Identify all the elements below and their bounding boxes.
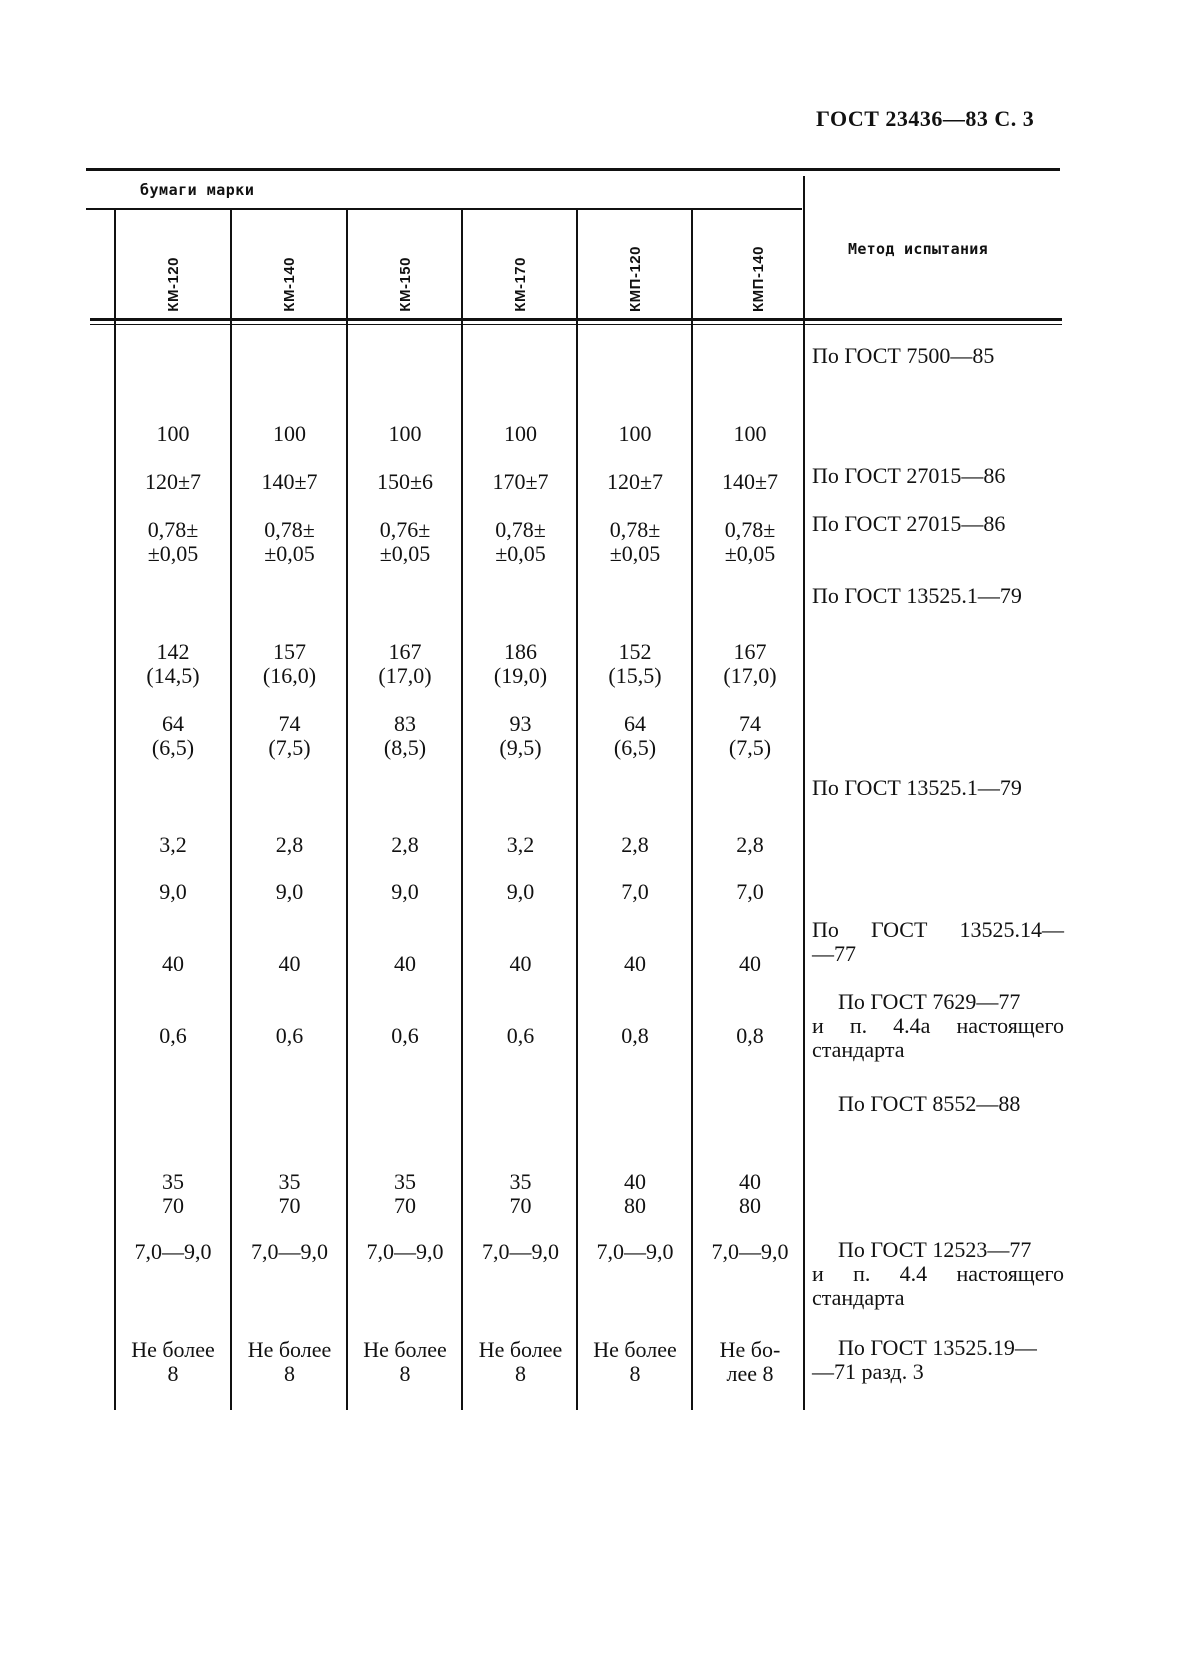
method-text: По ГОСТ 12523—77 xyxy=(838,1237,1032,1262)
table-cell xyxy=(348,1024,462,1048)
cell-text: 0,8 xyxy=(736,1023,764,1048)
method-entry xyxy=(812,990,1064,1062)
table-cell xyxy=(463,640,578,688)
cell-text: 8 xyxy=(167,1361,179,1386)
table-cell xyxy=(578,833,692,857)
column-divider xyxy=(114,210,116,1410)
cell-text: 9,0 xyxy=(391,879,419,904)
cell-text: 80 xyxy=(624,1193,646,1218)
table-cell xyxy=(463,1024,578,1048)
cell-text: 70 xyxy=(394,1193,416,1218)
column-divider xyxy=(461,210,463,1410)
cell-text: 0,78± xyxy=(724,517,776,542)
table-cell xyxy=(115,712,231,760)
table-cell xyxy=(348,952,462,976)
table-cell xyxy=(578,422,692,446)
table-cell xyxy=(693,1240,807,1264)
table-cell xyxy=(463,470,578,494)
cell-text: 8 xyxy=(629,1361,641,1386)
method-text: По ГОСТ 27015—86 xyxy=(812,463,1006,488)
table-cell xyxy=(578,952,692,976)
cell-text: (14,5) xyxy=(146,663,200,688)
table-cell xyxy=(232,1170,347,1218)
cell-text: 70 xyxy=(278,1193,301,1218)
table-cell xyxy=(115,1024,231,1048)
table-top-rule xyxy=(86,168,1060,171)
table-cell xyxy=(232,640,347,688)
cell-text: Не более xyxy=(131,1337,215,1362)
method-entry xyxy=(812,1238,1064,1310)
table-cell xyxy=(693,640,807,688)
method-entry xyxy=(812,344,1064,368)
method-text: —71 разд. 3 xyxy=(812,1359,924,1384)
method-text: По ГОСТ 13525.1—79 xyxy=(812,583,1022,608)
cell-text: (7,5) xyxy=(728,735,772,760)
cell-text: ±0,05 xyxy=(724,541,776,566)
cell-text: 100 xyxy=(618,421,652,446)
cell-text: 0,6 xyxy=(275,1023,304,1048)
column-header: КМП-120 xyxy=(626,246,644,312)
cell-text: 64 xyxy=(162,711,184,736)
cell-text: (19,0) xyxy=(493,663,548,688)
cell-text: Не бо- xyxy=(719,1337,781,1362)
cell-text: 140±7 xyxy=(721,469,779,494)
method-text: стандарта xyxy=(812,1285,905,1310)
table-cell xyxy=(348,640,462,688)
table-cell xyxy=(115,640,231,688)
cell-text: 93 xyxy=(509,711,532,736)
cell-text: 0,6 xyxy=(506,1023,535,1048)
cell-text: ±0,05 xyxy=(264,541,315,566)
method-column-header: Метод испытания xyxy=(848,240,988,258)
method-entry xyxy=(812,584,1064,608)
cell-text: 142 xyxy=(156,639,190,664)
table-cell xyxy=(578,1240,692,1264)
cell-text: ±0,05 xyxy=(495,541,546,566)
cell-text: 0,6 xyxy=(159,1023,187,1048)
group-label: бумаги марки xyxy=(140,181,255,199)
method-text: и п. 4.4 настоящего xyxy=(812,1261,1064,1286)
cell-text: 170±7 xyxy=(492,469,549,494)
table-cell xyxy=(348,1338,462,1386)
table-cell xyxy=(693,518,807,566)
method-entry xyxy=(812,1092,1064,1116)
cell-text: 186 xyxy=(504,639,537,664)
cell-text: (16,0) xyxy=(262,663,317,688)
table-cell xyxy=(578,640,692,688)
cell-text: (7,5) xyxy=(268,735,311,760)
table-cell xyxy=(348,712,462,760)
cell-text: 80 xyxy=(739,1193,761,1218)
table-cell xyxy=(115,880,231,904)
cell-text: 7,0—9,0 xyxy=(251,1239,328,1264)
table-cell xyxy=(578,470,692,494)
cell-text: 74 xyxy=(278,711,301,736)
column-divider xyxy=(576,210,578,1410)
cell-text: 8 xyxy=(284,1361,295,1386)
table-cell xyxy=(693,712,807,760)
cell-text: 3,2 xyxy=(506,832,535,857)
table-cell xyxy=(463,422,578,446)
cell-text: 70 xyxy=(509,1193,532,1218)
cell-text: 7,0—9,0 xyxy=(711,1239,789,1264)
cell-text: 100 xyxy=(388,421,422,446)
table-cell xyxy=(693,1170,807,1218)
table-cell xyxy=(115,1338,231,1386)
method-text: По ГОСТ 27015—86 xyxy=(812,511,1006,536)
table-cell xyxy=(348,470,462,494)
table-cell xyxy=(578,518,692,566)
table-cell xyxy=(348,833,462,857)
table-cell xyxy=(232,712,347,760)
cell-text: 0,78± xyxy=(147,517,199,542)
cell-text: Не более xyxy=(247,1337,332,1362)
cell-text: 7,0—9,0 xyxy=(596,1239,674,1264)
table-cell xyxy=(693,952,807,976)
method-text: По ГОСТ 7500—85 xyxy=(812,343,995,368)
method-entry xyxy=(812,464,1064,488)
table-cell xyxy=(578,1338,692,1386)
cell-text: (6,5) xyxy=(613,735,657,760)
method-entry xyxy=(812,1336,1064,1384)
table-cell xyxy=(463,1170,578,1218)
table-cell xyxy=(115,1240,231,1264)
cell-text: 140±7 xyxy=(261,469,318,494)
cell-text: 40 xyxy=(394,951,416,976)
table-cell xyxy=(463,518,578,566)
table-cell xyxy=(693,470,807,494)
table-cell xyxy=(463,880,578,904)
table-cell xyxy=(463,1240,578,1264)
cell-text: 100 xyxy=(156,421,190,446)
cell-text: лее 8 xyxy=(726,1361,774,1386)
cell-text: 2,8 xyxy=(621,832,649,857)
cell-text: 167 xyxy=(388,639,422,664)
method-text: По ГОСТ 13525.1—79 xyxy=(812,775,1022,800)
table-cell xyxy=(115,518,231,566)
table-cell xyxy=(348,1240,462,1264)
cell-text: 0,78± xyxy=(609,517,661,542)
table-cell xyxy=(463,1338,578,1386)
cell-text: 40 xyxy=(739,951,761,976)
cell-text: 40 xyxy=(624,951,646,976)
table-cell xyxy=(232,1240,347,1264)
cell-text: 157 xyxy=(273,639,306,664)
cell-text: 0,78± xyxy=(495,517,546,542)
table-cell xyxy=(693,833,807,857)
page-header: ГОСТ 23436—83 С. 3 xyxy=(816,106,1035,131)
table-cell xyxy=(348,518,462,566)
cell-text: 3,2 xyxy=(159,832,187,857)
cell-text: 40 xyxy=(624,1169,646,1194)
table-cell xyxy=(232,518,347,566)
column-header: КМ-150 xyxy=(396,257,414,312)
table-cell xyxy=(463,952,578,976)
table-cell xyxy=(578,1024,692,1048)
cell-text: 150±6 xyxy=(376,469,434,494)
cell-text: 0,78± xyxy=(264,517,315,542)
cell-text: 7,0—9,0 xyxy=(366,1239,444,1264)
cell-text: 100 xyxy=(504,421,537,446)
cell-text: 7,0 xyxy=(621,879,649,904)
cell-text: 35 xyxy=(394,1169,416,1194)
column-divider xyxy=(691,210,693,1410)
cell-text: ±0,05 xyxy=(609,541,661,566)
cell-text: (9,5) xyxy=(499,735,542,760)
table-cell xyxy=(348,1170,462,1218)
table-cell xyxy=(115,470,231,494)
table-cell xyxy=(693,1338,807,1386)
method-text: и п. 4.4а настоящего xyxy=(812,1013,1064,1038)
table-cell xyxy=(578,880,692,904)
cell-text: (15,5) xyxy=(608,663,662,688)
table-cell xyxy=(578,712,692,760)
cell-text: 152 xyxy=(618,639,652,664)
cell-text: 100 xyxy=(733,421,767,446)
method-entry xyxy=(812,918,1064,966)
cell-text: 7,0—9,0 xyxy=(134,1239,212,1264)
cell-text: ±0,05 xyxy=(379,541,431,566)
cell-text: 9,0 xyxy=(506,879,535,904)
method-text: стандарта xyxy=(812,1037,905,1062)
cell-text: 7,0—9,0 xyxy=(482,1239,559,1264)
table-cell xyxy=(693,880,807,904)
cell-text: 8 xyxy=(515,1361,526,1386)
cell-text: 7,0 xyxy=(736,879,764,904)
column-divider xyxy=(346,210,348,1410)
table-cell xyxy=(348,422,462,446)
method-text: По ГОСТ 8552—88 xyxy=(838,1091,1021,1116)
column-header: КМ-170 xyxy=(511,257,529,312)
cell-text: Не более xyxy=(478,1337,563,1362)
method-entry xyxy=(812,776,1064,800)
cell-text: 40 xyxy=(162,951,184,976)
cell-text: 35 xyxy=(278,1169,301,1194)
cell-text: 120±7 xyxy=(144,469,202,494)
cell-text: 40 xyxy=(739,1169,761,1194)
method-entry xyxy=(812,512,1064,536)
table-cell xyxy=(693,1024,807,1048)
column-header: КМ-120 xyxy=(164,257,182,312)
column-divider xyxy=(230,210,232,1410)
cell-text: (6,5) xyxy=(151,735,195,760)
table-cell xyxy=(232,880,347,904)
table-cell xyxy=(463,833,578,857)
cell-text: 40 xyxy=(278,951,301,976)
cell-text: 35 xyxy=(509,1169,532,1194)
cell-text: 9,0 xyxy=(159,879,187,904)
cell-text: 74 xyxy=(739,711,761,736)
method-text: По ГОСТ 7629—77 xyxy=(838,989,1021,1014)
cell-text: 0,6 xyxy=(391,1023,419,1048)
cell-text: 2,8 xyxy=(275,832,304,857)
cell-text: 64 xyxy=(624,711,646,736)
cell-text: 8 xyxy=(399,1361,411,1386)
method-text: По ГОСТ 13525.19— xyxy=(838,1335,1037,1360)
cell-text: 100 xyxy=(273,421,306,446)
table-cell xyxy=(115,833,231,857)
column-header: КМП-140 xyxy=(749,246,767,312)
column-header: КМ-140 xyxy=(280,257,298,312)
cell-text: 2,8 xyxy=(736,832,764,857)
table-cell xyxy=(232,422,347,446)
table-cell xyxy=(463,712,578,760)
table-cell xyxy=(232,470,347,494)
cell-text: 35 xyxy=(162,1169,184,1194)
cell-text: Не более xyxy=(363,1337,447,1362)
table-cell xyxy=(348,880,462,904)
group-label-rule xyxy=(86,208,802,210)
cell-text: (8,5) xyxy=(383,735,427,760)
table-cell xyxy=(115,952,231,976)
method-text: По ГОСТ 13525.14— xyxy=(812,917,1064,942)
cell-text: 9,0 xyxy=(275,879,304,904)
cell-text: Не более xyxy=(593,1337,677,1362)
table-cell xyxy=(578,1170,692,1218)
table-cell xyxy=(232,1338,347,1386)
table-cell xyxy=(115,1170,231,1218)
cell-text: 0,76± xyxy=(379,517,431,542)
cell-text: 120±7 xyxy=(606,469,664,494)
cell-text: 0,8 xyxy=(621,1023,649,1048)
table-cell xyxy=(232,952,347,976)
cell-text: 83 xyxy=(394,711,416,736)
table-cell xyxy=(232,1024,347,1048)
method-column-divider xyxy=(803,176,805,1410)
cell-text: 167 xyxy=(733,639,767,664)
cell-text: 70 xyxy=(162,1193,184,1218)
cell-text: (17,0) xyxy=(378,663,432,688)
table-cell xyxy=(115,422,231,446)
cell-text: 2,8 xyxy=(391,832,419,857)
table-cell xyxy=(693,422,807,446)
method-text: —77 xyxy=(812,941,856,966)
cell-text: ±0,05 xyxy=(147,541,199,566)
table-cell xyxy=(232,833,347,857)
cell-text: (17,0) xyxy=(723,663,777,688)
cell-text: 40 xyxy=(509,951,532,976)
